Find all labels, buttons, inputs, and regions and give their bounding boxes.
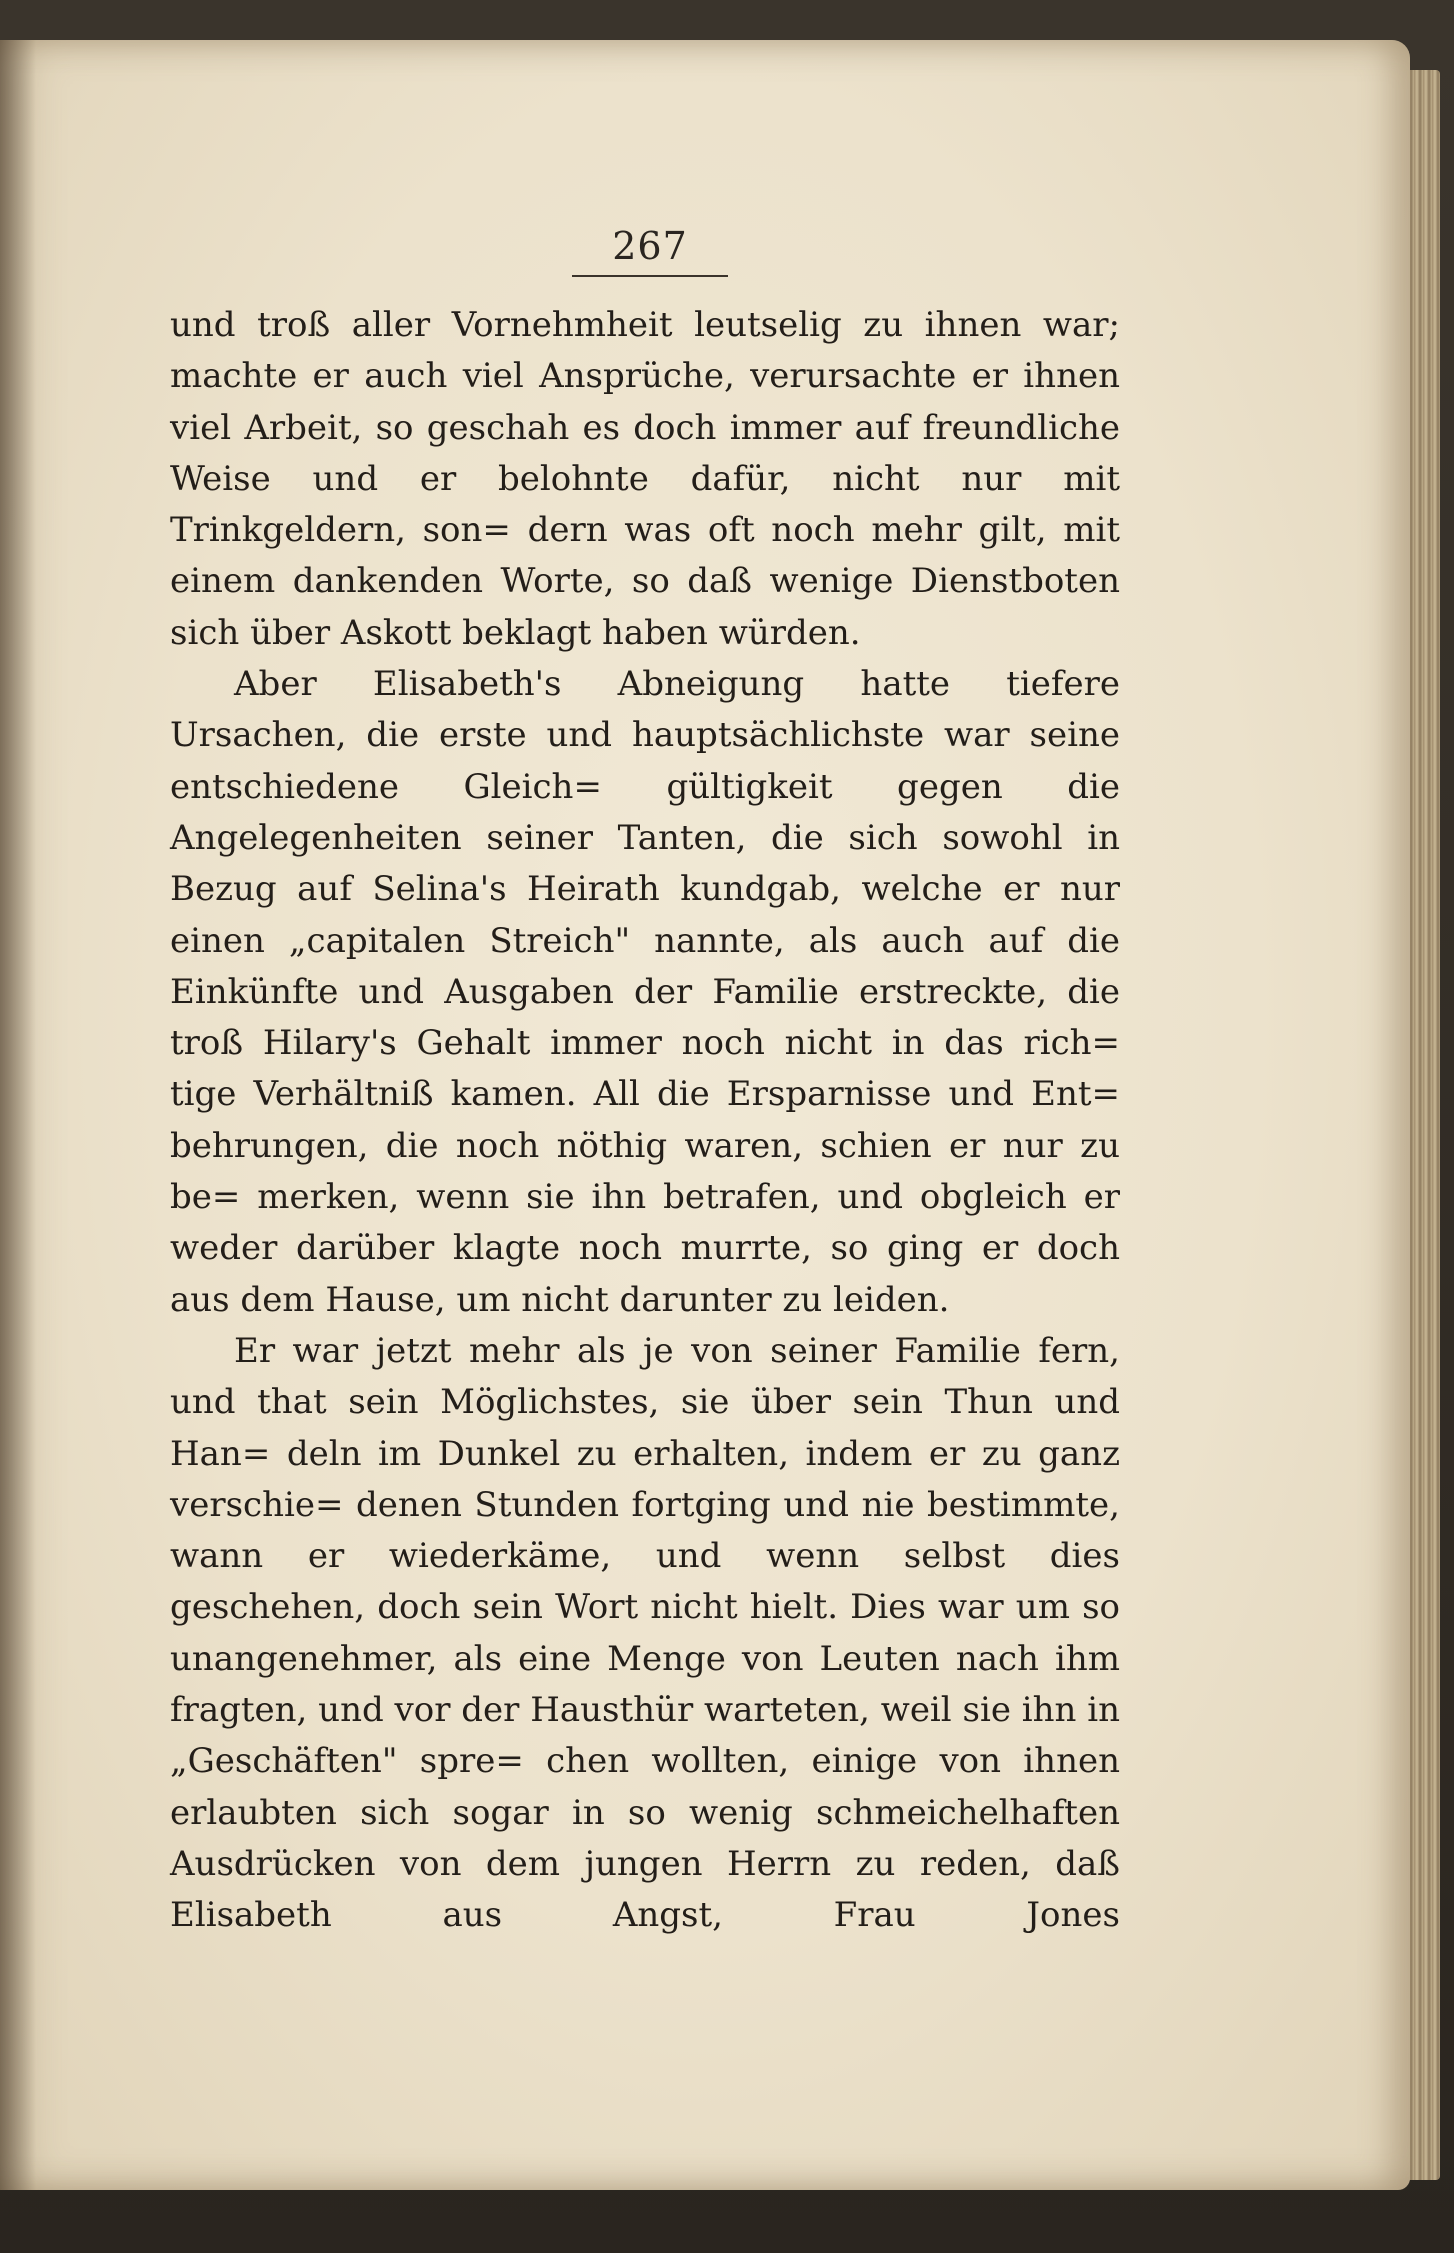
paragraph-2: Aber Elisabeth's Abneigung hatte tiefere Ursachen, die erste und hauptsächlichste war seine entschiedene Gleich= gültigkeit gegen die Angelegenheiten seiner Tanten, die sich sowohl in Bezug auf Selina's Heirath kundgab, welche er nur einen „capitalen Streich" nannte, als auch auf die Einkünfte und Ausgaben der Familie erstreckte, die troß Hilary's Gehalt immer noch nicht in das rich= tige Verhältniß kamen. All die Ersparnisse und Ent= behrungen, die noch nöthig waren, schien er nur zu be= merken, wenn sie ihn betrafen, und obgleich er weder darüber klagte noch murrte, so ging er doch aus dem Hause, um nicht darunter zu leiden. (170, 664, 1120, 1320)
page-number: 267 (612, 224, 688, 268)
gutter-shadow (0, 40, 36, 2190)
page-number-rule (572, 275, 728, 277)
paragraph-3: Er war jetzt mehr als je von seiner Familie fern, und that sein Möglichstes, sie über sein Thun und Han= deln im Dunkel zu erhalten, indem er zu ganz verschie= denen Stunden fortging und nie bestimmte, wann er wiederkäme, und wenn selbst dies geschehen, doch sein Wort nicht hielt. Dies war um so unangenehmer, als eine Menge von Leuten nach ihm fragten, und vor der Hausthür warteten, weil sie ihn in „Geschäften" spre= chen wollten, einige von ihnen erlaubten sich sogar in so wenig schmeichelhaften Ausdrücken von dem jungen Herrn zu reden, daß Elisabeth aus Angst, Frau Jones (170, 1330, 1120, 1936)
body-text (170, 300, 1120, 1942)
paragraph-1: und troß aller Vornehmheit leutselig zu ihnen war; machte er auch viel Ansprüche, verursachte er ihnen viel Arbeit, so geschah es doch immer auf freundliche Weise und er belohnte dafür, nicht nur mit Trinkgeldern, son= dern was oft noch mehr gilt, mit einem dankenden Worte, so daß wenige Dienstboten sich über Askott beklagt haben würden. (170, 305, 1120, 653)
